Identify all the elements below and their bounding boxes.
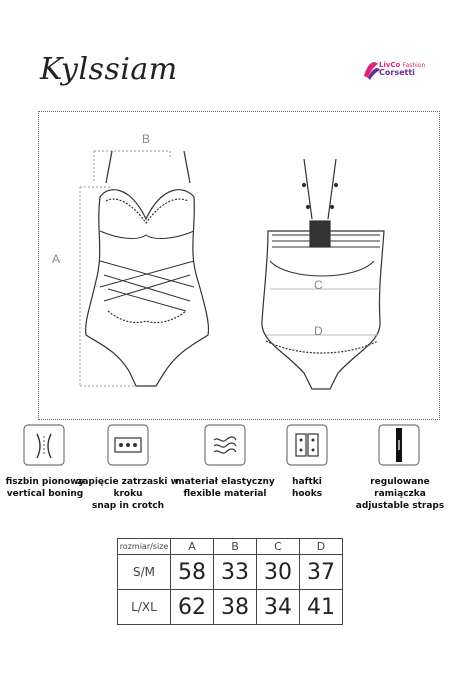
vertical-boning-icon: [23, 424, 65, 466]
table-row: [118, 590, 343, 625]
dimension-b-label: B: [142, 132, 151, 146]
product-title: Kylssiam: [40, 52, 178, 87]
feature-pl: regulowane ramiączka: [370, 477, 430, 499]
dimension-c-label: C: [314, 278, 323, 292]
dimension-a-label: A: [52, 252, 61, 266]
feature-en: snap in crotch: [91, 501, 165, 511]
column-header: C: [257, 539, 300, 555]
feature-label-snap-crotch: [73, 476, 183, 512]
column-header: A: [171, 539, 214, 555]
table-cell: 38: [214, 590, 257, 625]
back-view: [262, 159, 384, 389]
table-cell: 62: [171, 590, 214, 625]
feature-pl: zapięcie zatrzaski w kroku: [77, 477, 179, 499]
feature-en: vertical boning: [6, 489, 84, 499]
table-cell: 34: [257, 590, 300, 625]
feature-en: flexible material: [183, 489, 267, 499]
feature-pl: haftki: [292, 477, 322, 487]
size-header-label: rozmiar/size: [118, 539, 171, 555]
feature-en: hooks: [291, 489, 323, 499]
size-table: [117, 538, 343, 625]
feature-label-adjustable-straps: [345, 476, 455, 512]
table-cell: 30: [257, 555, 300, 590]
table-row: [118, 555, 343, 590]
size-label: S/M: [118, 555, 171, 590]
table-cell: 33: [214, 555, 257, 590]
brand-name: [379, 62, 425, 76]
table-cell: 37: [300, 555, 343, 590]
column-header: D: [300, 539, 343, 555]
table-cell: 58: [171, 555, 214, 590]
table-cell: 41: [300, 590, 343, 625]
feature-pl: materiał elastyczny: [175, 477, 275, 487]
feature-en: adjustable straps: [355, 501, 445, 511]
brand-line1: LivCo: [379, 61, 401, 69]
hooks-icon: [286, 424, 328, 466]
size-table-header: [118, 539, 343, 555]
size-label: L/XL: [118, 590, 171, 625]
snap-crotch-icon: [107, 424, 149, 466]
brand-line2: Corsetti: [379, 68, 415, 77]
column-header: B: [214, 539, 257, 555]
feature-pl: fiszbin pionowy: [5, 477, 85, 487]
brand-line1b: Fashion: [402, 62, 426, 69]
front-view: [86, 151, 209, 386]
adjustable-straps-icon: [378, 424, 420, 466]
flexible-material-icon: [204, 424, 246, 466]
garment-diagram: [38, 111, 440, 420]
dimension-d-label: D: [314, 324, 323, 338]
